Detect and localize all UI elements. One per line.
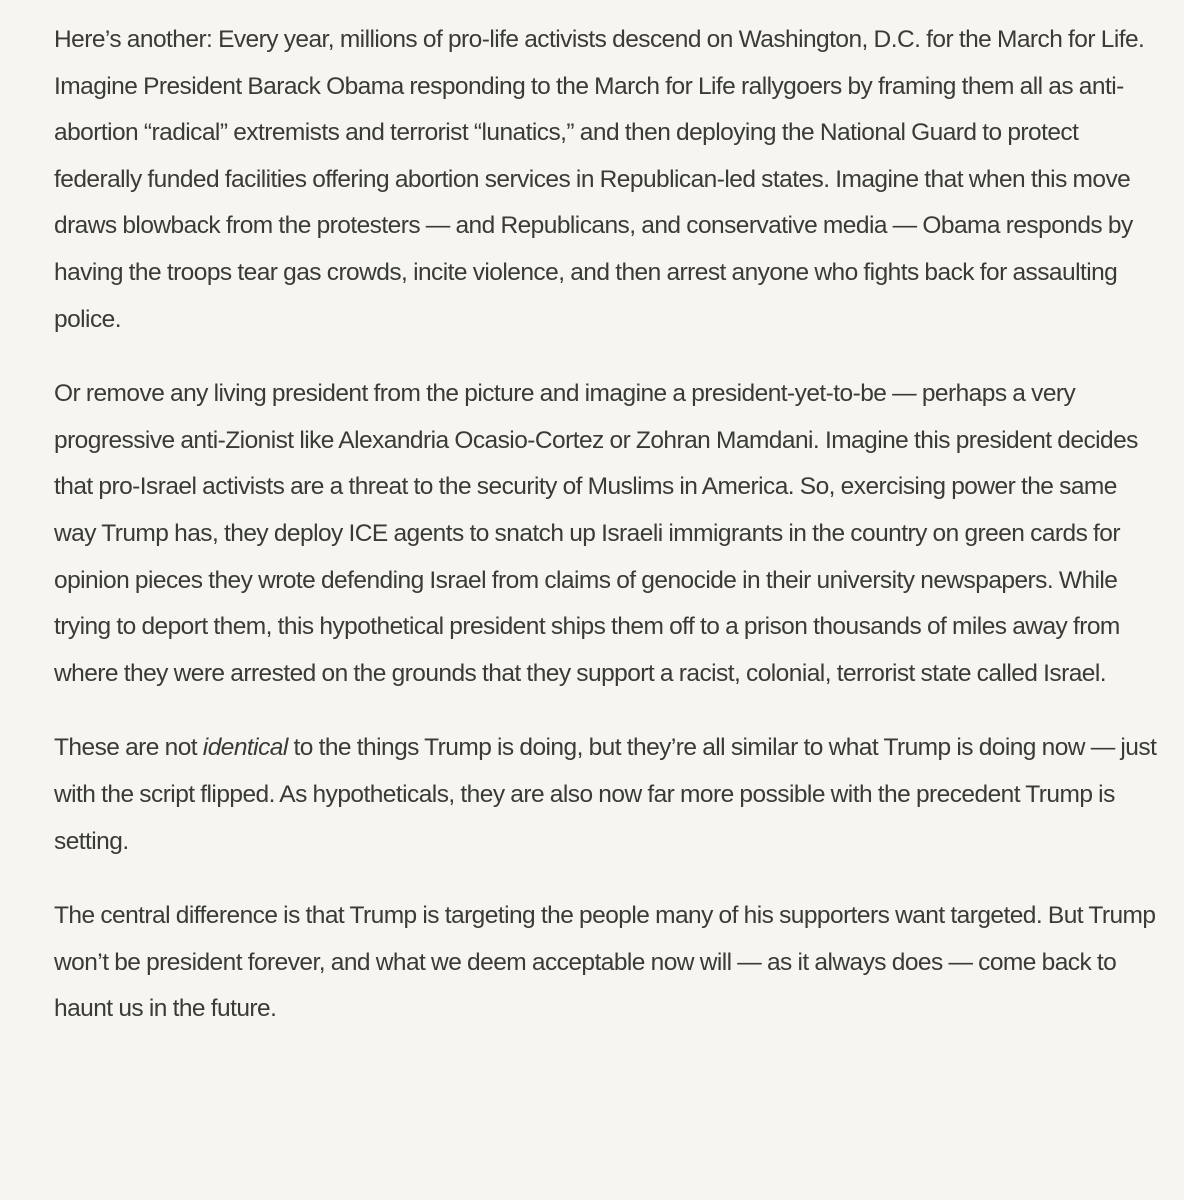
paragraph-hypothetical-president: Or remove any living president from the picture and imagine a president-yet-to-be — perhaps a very progressive anti-Zionist like Alexandria Ocasio-Cortez or Zohran Mamdani. Imagine this president decides that pro-Israel activists are a threat to the security of Muslims in America. So, exercising power the same way Trump has, they deploy ICE agents to snatch up Israeli immigrants in the country on green cards for opinion pieces they wrote defending Israel from claims of genocide in their university newspapers. While trying to deport them, this hypothetical president ships them off to a prison thousands of miles away from where they were arrested on the grounds that they support a racist, colonial, terrorist state called Israel. bbox=[54, 380, 1138, 687]
paragraph-not-identical-start: These are not bbox=[54, 734, 203, 762]
article-body bbox=[54, 17, 1164, 1033]
paragraph-not-identical-end: to the things Trump is doing, but they’re all similar to what Trump is doing now — just with the script flipped. As hypotheticals, they are also now far more possible with the precedent Trump is setting. bbox=[54, 734, 1157, 855]
paragraph-not-identical bbox=[54, 725, 1164, 865]
paragraph-central-difference: The central difference is that Trump is targeting the people many of his supporters want targeted. But Trump won’t be president forever, and what we deem acceptable now will — as it always does — come back to haunt us in the future. bbox=[54, 902, 1156, 1023]
emphasis-identical: identical bbox=[202, 734, 288, 762]
paragraph-march-for-life: Here’s another: Every year, millions of pro-life activists descend on Washington, D.C. for the March for Life. Imagine President Barack Obama responding to the March for Life rallygoers by framing them all as anti-abortion “radical” extremists and terrorist “lunatics,” and then deploying the National Guard to protect federally funded facilities offering abortion services in Republican-led states. Imagine that when this move draws blowback from the protesters — and Republicans, and conservative media — Obama responds by having the troops tear gas crowds, incite violence, and then arrest anyone who fights back for assaulting police. bbox=[54, 26, 1145, 333]
